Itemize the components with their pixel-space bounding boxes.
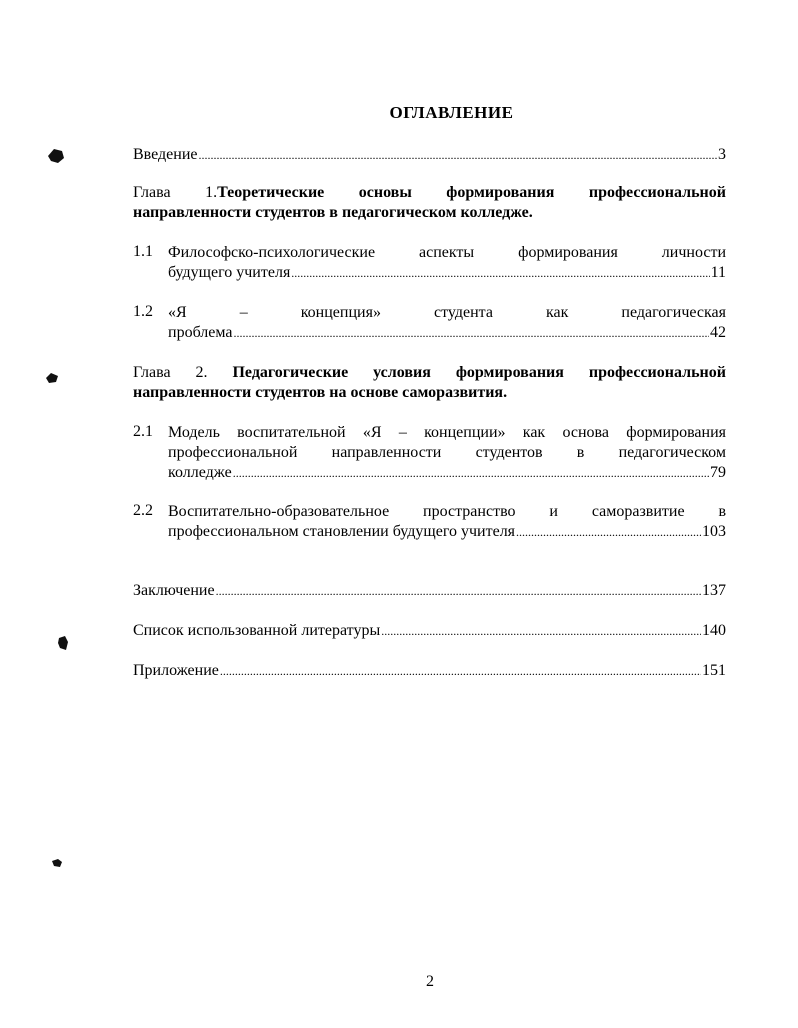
toc-page-number: 79 (710, 464, 726, 481)
toc-chapter-2[interactable] (133, 363, 726, 403)
toc-page-number: 137 (702, 582, 726, 599)
section-title-line: Воспитательно-образовательное пространство и саморазвитие в (168, 503, 726, 520)
section-title-line: проблема (168, 324, 233, 341)
toc-page-number: 140 (702, 622, 726, 639)
dot-leader (516, 522, 701, 542)
section-title-line: колледже (168, 464, 232, 481)
toc-entry-2-2[interactable] (133, 502, 726, 542)
toc-page-number: 151 (702, 662, 726, 679)
section-number: 1.1 (133, 243, 153, 260)
toc-entry-1-2[interactable] (133, 303, 726, 343)
section-number: 2.2 (133, 502, 153, 519)
toc-page-number: 3 (718, 146, 726, 163)
toc-entry-label: Список использованной литературы (133, 622, 381, 639)
toc-entry-label: Заключение (133, 582, 215, 599)
chapter-title: Теоретические основы формирования профессиональной направленности студентов в педагогическом колледже. (133, 184, 726, 221)
binder-hole-mark (45, 372, 59, 384)
dot-leader (233, 463, 709, 483)
section-title-line: будущего учителя (168, 264, 291, 281)
dot-leader (291, 263, 709, 283)
page-number: 2 (426, 973, 434, 990)
toc-page-number: 103 (702, 523, 726, 540)
toc-entry-appendix[interactable] (133, 661, 726, 681)
chapter-prefix: Глава 2. (133, 364, 208, 381)
toc-entry-1-1[interactable] (133, 243, 726, 283)
toc-entry-label: Приложение (133, 662, 219, 679)
section-title-line: профессиональном становлении будущего учителя (168, 523, 516, 540)
toc-entry-conclusion[interactable] (133, 581, 726, 601)
dot-leader (216, 581, 701, 601)
binder-hole-mark (46, 147, 66, 165)
binder-hole-mark (57, 635, 69, 651)
page-title: ОГЛАВЛЕНИЕ (389, 103, 514, 122)
dot-leader (199, 145, 718, 165)
toc-entry-2-1[interactable] (133, 423, 726, 483)
toc-entry-intro[interactable] (133, 145, 726, 165)
chapter-prefix: Глава 1. (133, 184, 218, 201)
toc-entry-label: Введение (133, 146, 198, 163)
section-title-line: Модель воспитательной «Я – концепции» как основа формирования (168, 424, 726, 441)
section-number: 2.1 (133, 423, 153, 440)
dot-leader (381, 621, 701, 641)
section-title-line: Философско-психологические аспекты формирования личности (168, 244, 726, 261)
section-number: 1.2 (133, 303, 153, 320)
toc-page-number: 42 (710, 324, 726, 341)
binder-hole-mark (51, 858, 63, 868)
dot-leader (220, 661, 701, 681)
section-title-line: «Я – концепция» студента как педагогическая (168, 304, 726, 321)
section-title-line: профессиональной направленности студентов в педагогическом (168, 444, 726, 461)
toc-chapter-1[interactable] (133, 183, 726, 223)
toc-page-number: 11 (710, 264, 726, 281)
chapter-title: Педагогические условия формирования профессиональной направленности студентов на основе саморазвития. (133, 364, 726, 401)
dot-leader (234, 323, 709, 343)
toc-entry-literature[interactable] (133, 621, 726, 641)
